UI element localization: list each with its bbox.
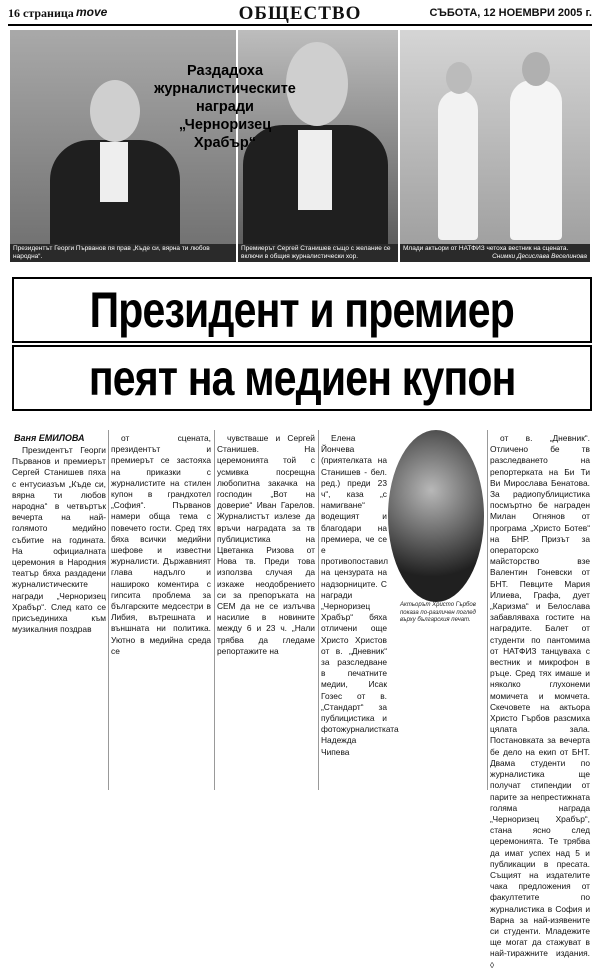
column-divider [318, 430, 319, 790]
headline-line-2-text: пеят на медиен купон [88, 350, 516, 406]
article-text-4: Елена Йончева (приятелката на Станишев - бел. ред.) преди 23 ч“, каза „с намигване“ водещият и благодари на премиера, че се е противопоставил на цензурата на надзорниците. С награди „Черноризец Храбър“ бяха отличени още Христо Христов от в. „Дневник“ за разследване в печатните медии, Исак Гозес от в. „Стандарт“ за публицистика и фотожурналистката Надежда Чипева [321, 433, 399, 757]
overlay-title: Раздадоха журналистическите награди „Черноризец Храбър“ [154, 63, 296, 151]
photo-credit: Снимки Десислава Веселинова [492, 253, 587, 260]
article-column-3 [217, 433, 315, 657]
article-text-2: от сцената, президентът и премиерът се застояха на приказки с журналистите на стилен купон в грандхотел „София“. Първанов намери обща тема с повечето гости. Сред тях бяха всички медийни шефове и известни журналисти. Държавният глава надълго и нашироко коментира с гипсита проблема за българските медсестри в Либия, вътрешната и външната ни политика. Уютно в медийна среда се [111, 433, 211, 656]
article-text-1: Президентът Георги Първанов и премиерът Сергей Станишев пяха с ентусиазъм „Къде си, вярна ти любов народна“ в четвъртък вечерта на най-голямото медийно събитие на годината. На официалната церемония в Народния театър бяха раздадени журналистическите награди „Черноризец Храбър“. След като се присъединиха към музикалния поздрав [12, 445, 106, 635]
column-divider [214, 430, 215, 790]
photo-actors [400, 30, 590, 262]
photo-actors-caption [400, 244, 590, 262]
article-text-5: от в. „Дневник“. Отличено бе тв разследването на репортерката на Би Ти Ви Мирослава Бенатова. За радиопублицистика посмъртно бе награден Милан Огнянов от програма „Христо Ботев“ на БНР. Призът за операторско майсторство взе Валентин Гоневски от БНТ. Певците Мария Илиева, Графа, дует „Каризма“ и Белослава забавляваха гостите на наградите. Балет от студенти по пантомима от НАТФИЗ танцуваха с вестник и микрофон в ръце. Сред тях имаше и няколко глухонеми момичета и момчета. Скечовете на актьора Христо Гърбов разсмиха цялата зала. Постановката за вечерта бе дело на екип от БНТ. Двама студенти по журналистика ще получат стипендии от парите за непрестижната голяма награда „Черноризец Храбър“, стана ясно след церемонията. Те трябва да имат успех над 5 и публикации в пресата. Същият на издателите чака предложения от факултетите по журналистика в София и Варна за най-изявените си студенти. Младежите ще могат да стажуват в най-тиражните издания. ◊ [490, 433, 590, 970]
photo-actor-garbov [388, 430, 484, 602]
article-column-1 [12, 445, 106, 635]
issue-date: СЪБОТА, 12 НОЕМВРИ 2005 г. [429, 7, 592, 19]
page-number: 16 страница [8, 6, 74, 20]
photo-actor-caption: Актьорът Христо Гърбов показа по-различен поглед върху българския печат. [400, 602, 476, 623]
newspaper-logo: move [76, 5, 108, 19]
byline: Ваня ЕМИЛОВА [14, 433, 85, 443]
article-column-5 [490, 433, 590, 971]
page-header [8, 4, 592, 26]
photo-president-caption: Президентът Георги Първанов пя прав „Къде си, вярна ти любов народна“. [10, 244, 236, 262]
column-divider [108, 430, 109, 790]
section-title: ОБЩЕСТВО [238, 3, 362, 24]
headline-line-2 [12, 345, 592, 411]
headline-line-1-text: Президент и премиер [89, 282, 515, 338]
photo-premier-caption: Премиерът Сергей Станишев също с желание се включи в общия журналистически хор. [238, 244, 398, 262]
headline-line-1 [12, 277, 592, 343]
article-text-3: чувстваше и Сергей Станишев. На церемонията той с усмивка посрещна любопитна закачка на господин „Вот на доверие“ Иван Гарелов. Журналистът излезе да връчи наградата за тв публицистика на Цветанка Ризова от Нова тв. Преди това използва случая да изкаже неодобрението си за препоръката на СЕМ да не се излъчва насилие в новините между 6 и 23 ч. „Нали трябва да гледаме репортажите на [217, 433, 315, 656]
photo-actors-caption-text: Млади актьори от НАТФИЗ четоха вестник на сцената. [403, 245, 569, 252]
column-divider [487, 430, 488, 790]
article-column-4 [321, 433, 399, 758]
article-column-2 [111, 433, 211, 657]
